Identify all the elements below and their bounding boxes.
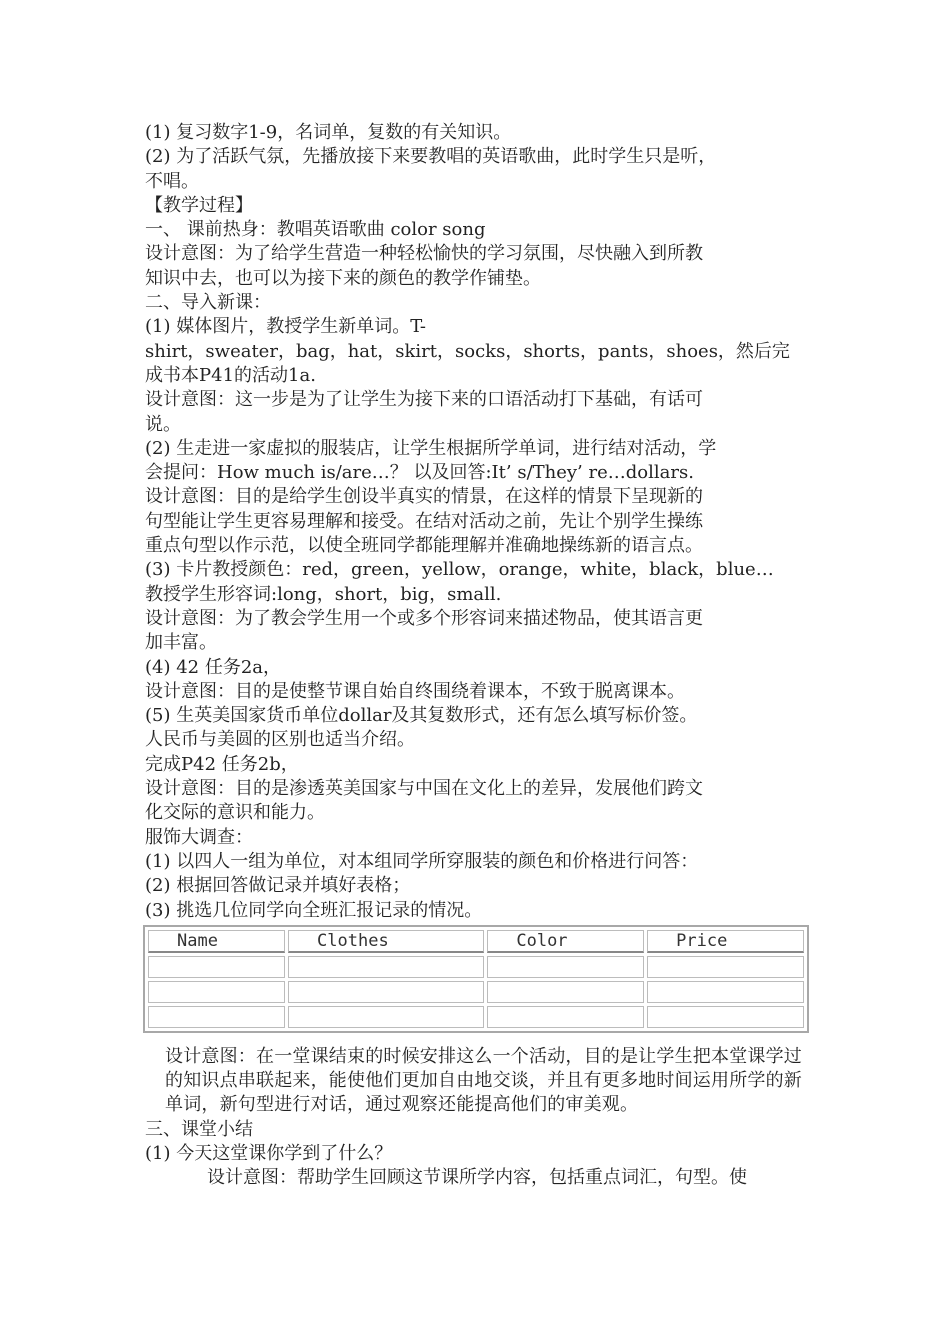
text-line: 教授学生形容词:long，short，big，small. bbox=[145, 583, 502, 605]
table-cell bbox=[487, 1006, 644, 1028]
table-cell bbox=[647, 981, 804, 1003]
text-line: 人民币与美圆的区别也适当介绍。 bbox=[145, 729, 415, 751]
design-intent-paragraph: 设计意图：在一堂课结束的时候安排这么一个活动，目的是让学生把本堂课学过的知识点串联起来，能使他们更加自由地交谈，并且有更多地时间运用所学的新单词，新句型进行对话，通过观察还能提高他们的审美观。 bbox=[165, 1045, 802, 1116]
text-line: 说。 bbox=[145, 413, 181, 435]
text-line: 加丰富。 bbox=[145, 632, 217, 654]
table-cell bbox=[288, 981, 484, 1003]
text-line: 不唱。 bbox=[145, 170, 199, 192]
text-line: 设计意图：目的是给学生创设半真实的情景，在这样的情景下呈现新的 bbox=[145, 486, 703, 508]
text-line: 成书本P41的活动1a. bbox=[145, 364, 316, 386]
header-name: Name bbox=[148, 930, 285, 953]
text-line: 句型能让学生更容易理解和接受。在结对活动之前，先让个别学生操练 bbox=[145, 510, 703, 532]
text-line: (1) 以四人一组为单位，对本组同学所穿服装的颜色和价格进行问答： bbox=[145, 850, 699, 872]
text-line: 设计意图：帮助学生回顾这节课所学内容，包括重点词汇，句型。使 bbox=[207, 1167, 747, 1189]
text-line: 知识中去，也可以为接下来的颜色的教学作铺垫。 bbox=[145, 267, 541, 289]
lesson-plan-text bbox=[145, 121, 810, 923]
text-line: 设计意图：这一步是为了让学生为接下来的口语活动打下基础，有话可 bbox=[145, 389, 703, 411]
table-row bbox=[148, 1006, 804, 1028]
text-line: 设计意图：目的是使整节课自始自终围绕着课本，不致于脱离课本。 bbox=[145, 680, 685, 702]
text-line: (4) 42 任务2a， bbox=[145, 656, 282, 678]
table-cell bbox=[148, 981, 285, 1003]
table-row bbox=[148, 981, 804, 1003]
text-line: shirt，sweater，bag，hat，skirt，socks，shorts，pants，shoes，然后完 bbox=[145, 340, 790, 362]
table-cell bbox=[288, 1006, 484, 1028]
text-line: (2) 为了活跃气氛，先播放接下来要教唱的英语歌曲，此时学生只是听， bbox=[145, 146, 717, 168]
document-body bbox=[145, 121, 810, 1191]
section-heading: 【教学过程】 bbox=[145, 194, 253, 216]
text-line: (1) 媒体图片，教授学生新单词。T- bbox=[145, 316, 426, 338]
table-cell bbox=[647, 956, 804, 978]
survey-table bbox=[143, 925, 809, 1033]
text-line: 完成P42 任务2b， bbox=[145, 753, 299, 775]
section-heading: 二、导入新课： bbox=[145, 292, 271, 314]
section-heading: 一、 课前热身：教唱英语歌曲 color song bbox=[145, 219, 486, 241]
header-clothes: Clothes bbox=[288, 930, 484, 953]
section-heading: 服饰大调查： bbox=[145, 826, 253, 848]
text-line: 设计意图：为了给学生营造一种轻松愉快的学习氛围，尽快融入到所教 bbox=[145, 243, 703, 265]
text-line: (1) 复习数字1-9，名词单，复数的有关知识。 bbox=[145, 122, 512, 143]
text-line: (3) 挑选几位同学向全班汇报记录的情况。 bbox=[145, 899, 483, 921]
table-cell bbox=[148, 956, 285, 978]
text-line: 重点句型以作示范，以使全班同学都能理解并准确地操练新的语言点。 bbox=[145, 535, 703, 557]
text-line: (5) 生英美国家货币单位dollar及其复数形式，还有怎么填写标价签。 bbox=[145, 705, 698, 727]
text-line: 会提问：How much is/are…？ 以及回答:It’ s/They’ re…dollars. bbox=[145, 462, 694, 484]
text-line: (1) 今天这堂课你学到了什么？ bbox=[145, 1142, 393, 1164]
section-heading: 三、课堂小结 bbox=[145, 1118, 253, 1140]
text-line: 设计意图：目的是渗透英美国家与中国在文化上的差异，发展他们跨文 bbox=[145, 778, 703, 800]
text-line: 设计意图：为了教会学生用一个或多个形容词来描述物品，使其语言更 bbox=[145, 607, 703, 629]
text-line: 化交际的意识和能力。 bbox=[145, 802, 325, 824]
table-cell bbox=[487, 981, 644, 1003]
table-cell bbox=[148, 1006, 285, 1028]
table-header-row bbox=[148, 930, 804, 953]
table-cell bbox=[487, 956, 644, 978]
text-line: (2) 生走进一家虚拟的服装店，让学生根据所学单词，进行结对活动，学 bbox=[145, 437, 717, 459]
header-color: Color bbox=[487, 930, 644, 953]
text-line: (2) 根据回答做记录并填好表格； bbox=[145, 875, 411, 897]
table-cell bbox=[647, 1006, 804, 1028]
header-price: Price bbox=[647, 930, 804, 953]
table-row bbox=[148, 956, 804, 978]
table-cell bbox=[288, 956, 484, 978]
text-line: (3) 卡片教授颜色：red，green，yellow，orange，white，black，blue… bbox=[145, 559, 774, 581]
